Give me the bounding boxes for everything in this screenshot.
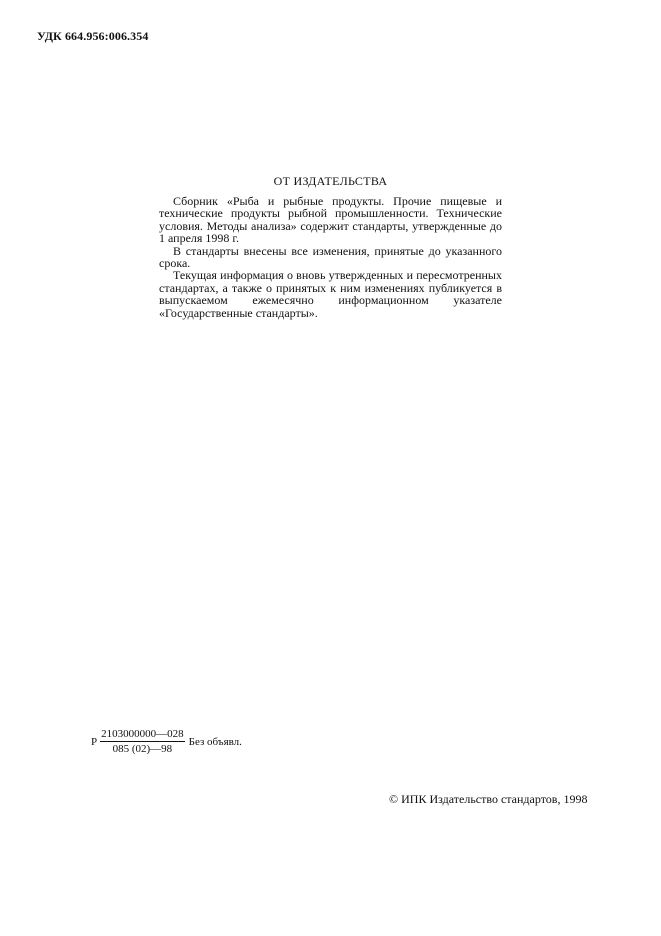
imprint-letter: Р xyxy=(91,735,98,748)
paragraph-collection: Сборник «Рыба и рыбные продукты. Прочие пищевые и технические продукты рыбной промышленности. Технические условия. Методы анализа» содержит стандарты, утвержденные до 1 апреля 1998 г. xyxy=(159,194,502,246)
imprint-note: Без объявл. xyxy=(188,735,242,748)
udc-code: УДК 664.956:006.354 xyxy=(37,29,149,43)
imprint-numerator: 2103000000—028 xyxy=(101,728,184,740)
publisher-note xyxy=(159,195,502,319)
imprint-fraction xyxy=(100,728,185,755)
imprint-code xyxy=(91,728,242,755)
section-title: ОТ ИЗДАТЕЛЬСТВА xyxy=(273,174,388,188)
paragraph-current-info: Текущая информация о вновь утвержденных и пересмотренных стандартах, а также о принятых к ним изменениях публикуется в выпускаемом ежемесячно информационном указателе «Государственные стандарты». xyxy=(159,268,502,320)
paragraph-changes: В стандарты внесены все изменения, принятые до указанного срока. xyxy=(159,243,502,271)
imprint-denominator: 085 (02)—98 xyxy=(112,743,173,755)
copyright-notice: © ИПК Издательство стандартов, 1998 xyxy=(389,792,588,806)
